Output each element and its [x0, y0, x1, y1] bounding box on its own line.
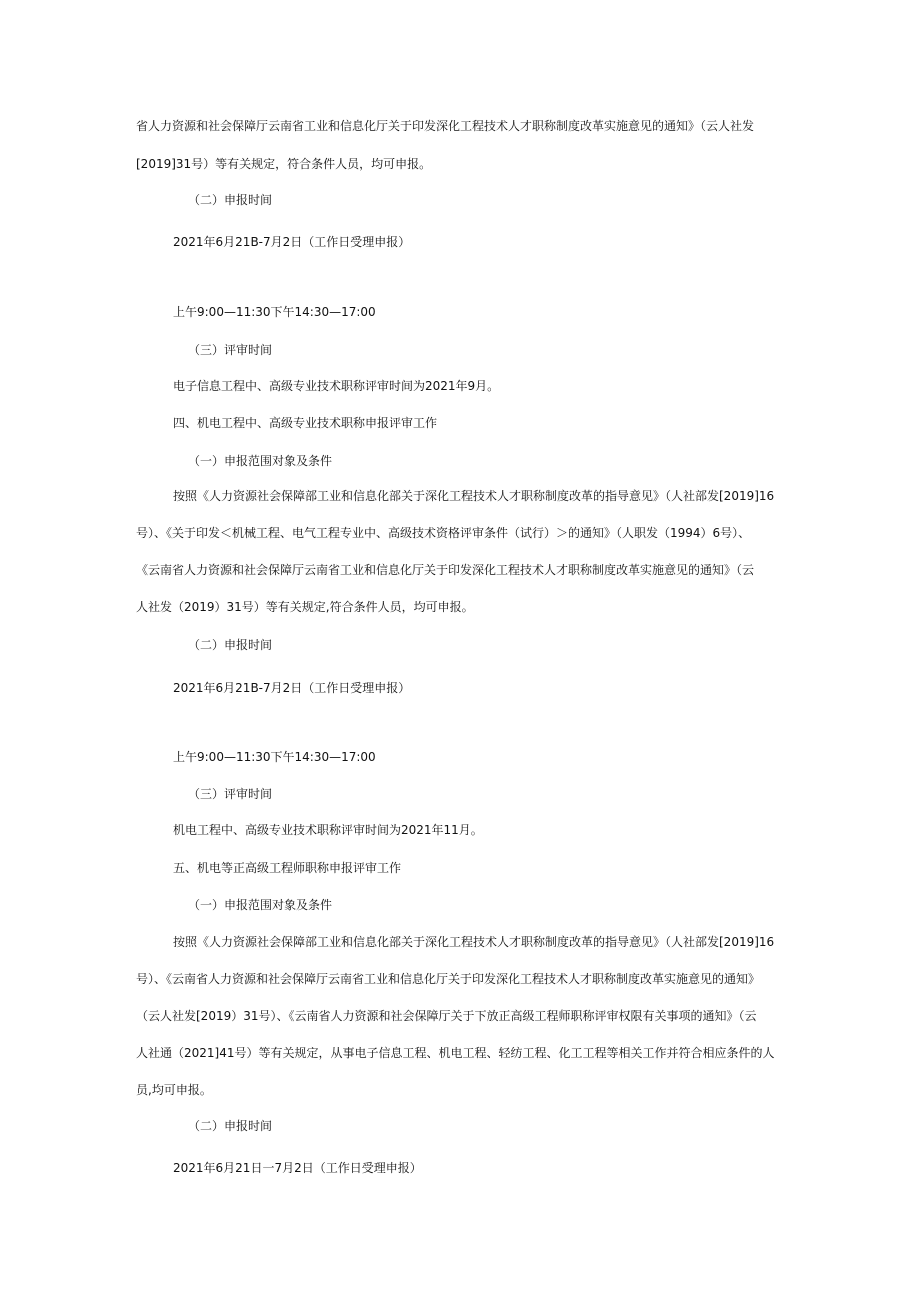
date-range: 2021年6月21B-7月2日（工作日受理申报） [173, 235, 411, 249]
paragraph-line: 人社通（2021]41号）等有关规定，从事电子信息工程、机电工程、轻纺工程、化工工程等相关工作并符合相应条件的人 [136, 1046, 775, 1060]
paragraph-line: 员,均可申报。 [136, 1083, 212, 1097]
review-time-text: 机电工程中、高级专业技术职称评审时间为2021年11月。 [173, 823, 483, 837]
paragraph-line: 《云南省人力资源和社会保障厅云南省工业和信息化厅关于印发深化工程技术人才职称制度改革实施意见的通知》（云 [136, 563, 755, 577]
date-range: 2021年6月21B-7月2日（工作日受理申报） [173, 681, 411, 695]
paragraph-line: 人社发（2019）31号）等有关规定,符合条件人员，均可申报。 [136, 600, 474, 614]
section-title: 五、机电等正高级工程师职称申报评审工作 [173, 861, 402, 875]
date-range: 2021年6月21日一7月2日（工作日受理申报） [173, 1161, 422, 1175]
paragraph-line: 号）、《关于印发＜机械工程、电气工程专业中、高级技术资格评审条件（试行）＞的通知》（人职发（1994）6号）、 [136, 526, 751, 540]
paragraph-line: 按照《人力资源社会保障部工业和信息化部关于深化工程技术人才职称制度改革的指导意见》（人社部发[2019]16 [173, 489, 775, 503]
paragraph-line: 按照《人力资源社会保障部工业和信息化部关于深化工程技术人才职称制度改革的指导意见》（人社部发[2019]16 [173, 935, 775, 949]
section-title: 四、机电工程中、高级专业技术职称申报评审工作 [173, 416, 438, 430]
section-heading: （三）评审时间 [188, 787, 273, 801]
paragraph-line: [2019]31号）等有关规定，符合条件人员，均可申报。 [136, 157, 432, 171]
review-time-text: 电子信息工程中、高级专业技术职称评审时间为2021年9月。 [173, 379, 500, 393]
section-heading: （三）评审时间 [188, 343, 273, 357]
office-hours: 上午9:00—11:30下午14:30—17:00 [173, 750, 376, 764]
section-heading: （二）申报时间 [188, 638, 273, 652]
paragraph-line: 省人力资源和社会保障厅云南省工业和信息化厅关于印发深化工程技术人才职称制度改革实施意见的通知》（云人社发 [136, 119, 755, 133]
scope-paragraph [136, 490, 786, 614]
intro-paragraph [136, 120, 786, 171]
section-heading: （二）申报时间 [188, 193, 273, 207]
section-heading: （一）申报范围对象及条件 [188, 454, 333, 468]
office-hours: 上午9:00—11:30下午14:30—17:00 [173, 305, 376, 319]
section-heading: （二）申报时间 [188, 1119, 273, 1133]
section-heading: （一）申报范围对象及条件 [188, 898, 333, 912]
paragraph-line: 号）、《云南省人力资源和社会保障厅云南省工业和信息化厅关于印发深化工程技术人才职称制度改革实施意见的通知》 [136, 972, 761, 986]
paragraph-line: （云人社发[2019）31号）、《云南省人力资源和社会保障厅关于下放正高级工程师职称评审权限有关事项的通知》（云 [136, 1009, 757, 1023]
scope-paragraph [136, 936, 786, 1097]
